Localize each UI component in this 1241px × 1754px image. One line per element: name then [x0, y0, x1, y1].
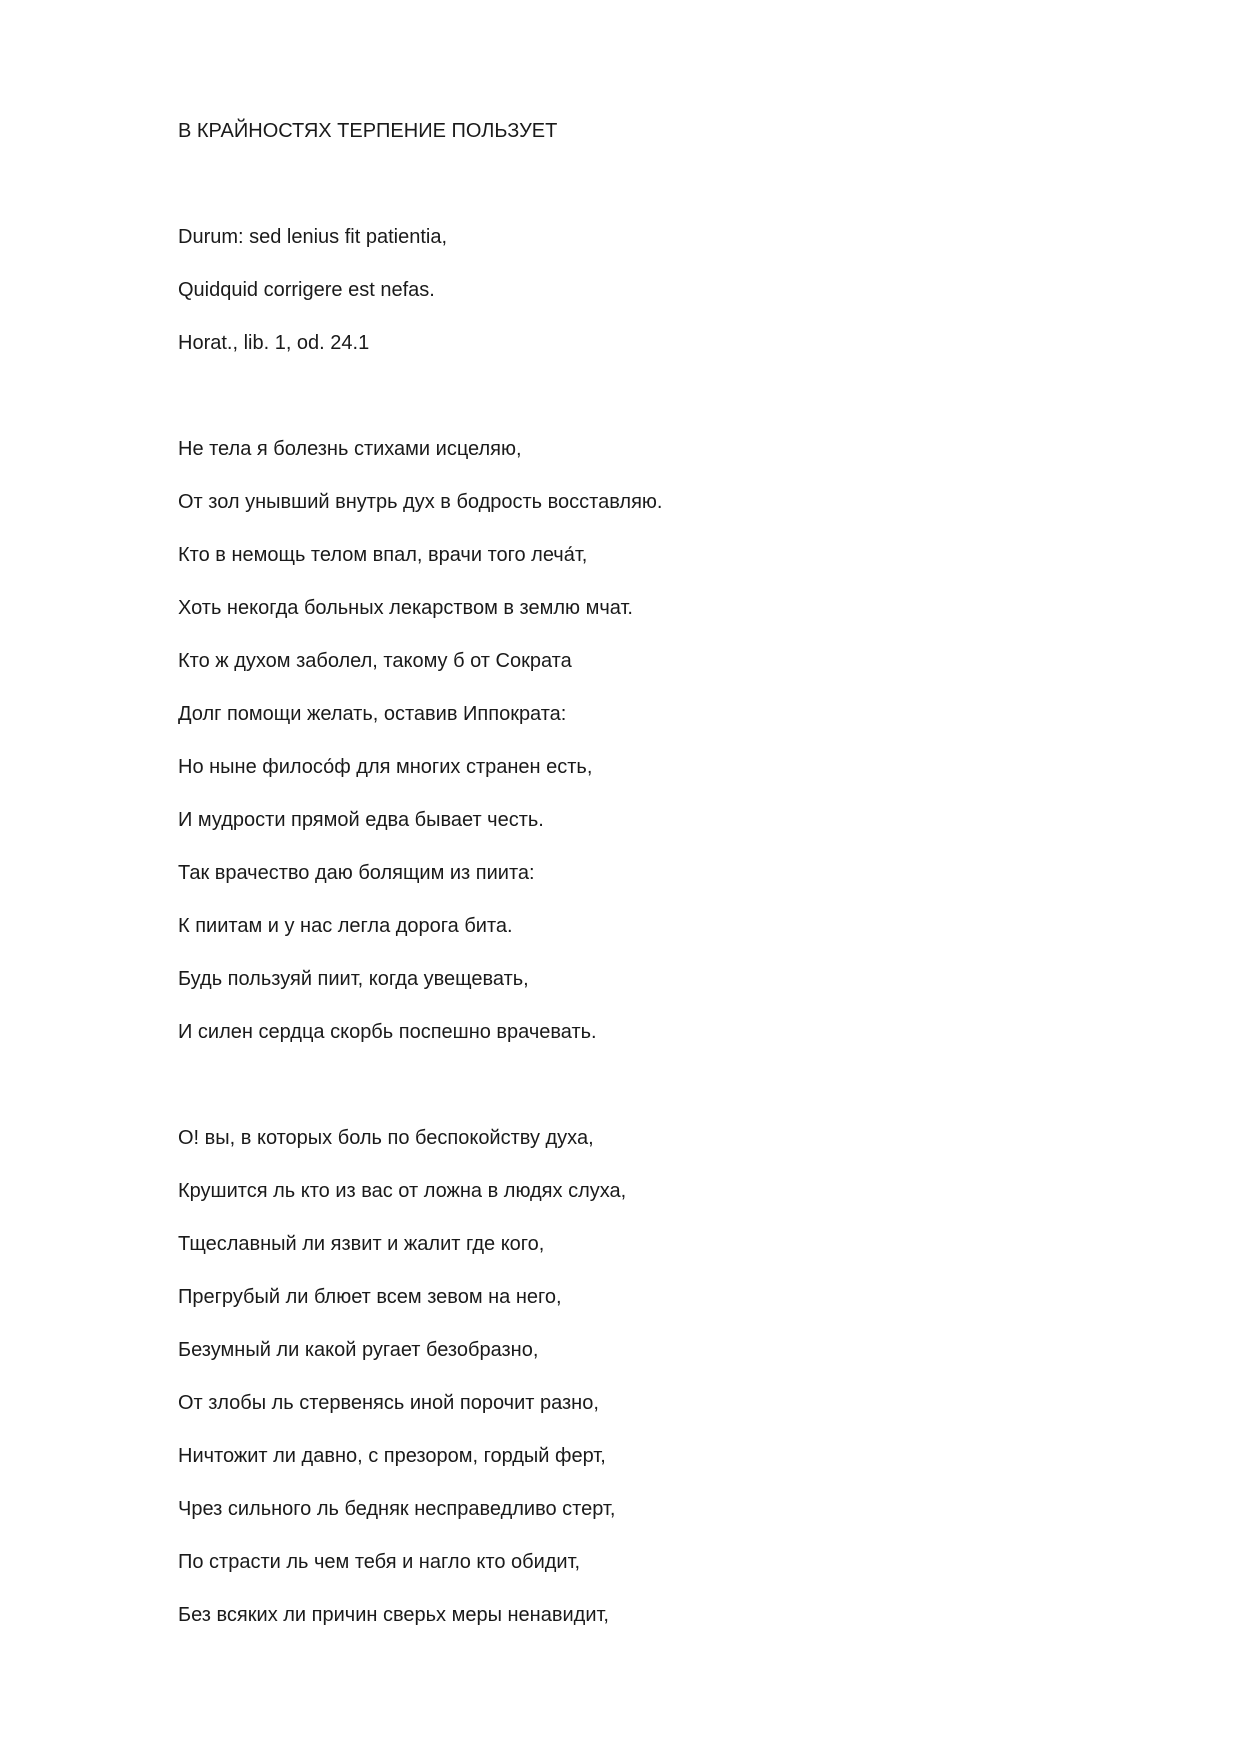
- stanza-2: [178, 1125, 1178, 1628]
- epigraph-line: Quidquid corrigere est nefas.: [178, 279, 435, 301]
- verse-line: Не тела я болезнь стихами исцеляю,: [178, 438, 522, 460]
- spacer: [178, 171, 1178, 224]
- verse-line: Так врачество даю болящим из пиита:: [178, 862, 535, 884]
- verse-line: Ничтожит ли давно, с презором, гордый ферт,: [178, 1445, 606, 1467]
- epigraph-source: Horat., lib. 1, od. 24.1: [178, 332, 370, 354]
- epigraph-line: Durum: sed lenius fit patientia,: [178, 226, 448, 248]
- verse-line: К пиитам и у нас легла дорога бита.: [178, 915, 513, 937]
- poem-title: В КРАЙНОСТЯХ ТЕРПЕНИЕ ПОЛЬЗУЕТ: [178, 120, 558, 142]
- verse-line: От зол унывший внутрь дух в бодрость восставляю.: [178, 491, 663, 513]
- spacer: [178, 1072, 1178, 1125]
- verse-line: Без всяких ли причин сверьх меры ненавидит,: [178, 1604, 609, 1626]
- verse-line: Хоть некогда больных лекарством в землю мчат.: [178, 597, 633, 619]
- verse-line: Прегрубый ли блюет всем зевом на него,: [178, 1286, 562, 1308]
- verse-line: Но ныне филосо́ф для многих странен есть,: [178, 756, 593, 778]
- verse-line: Кто ж духом заболел, такому б от Сократа: [178, 650, 572, 672]
- verse-line: Безумный ли какой ругает безобразно,: [178, 1339, 539, 1361]
- spacer: [178, 383, 1178, 436]
- verse-line: От злобы ль стервенясь иной порочит разно,: [178, 1392, 599, 1414]
- verse-line: И мудрости прямой едва бывает честь.: [178, 809, 544, 831]
- verse-line: Чрез сильного ль бедняк несправедливо стерт,: [178, 1498, 616, 1520]
- verse-line: По страсти ль чем тебя и нагло кто обидит,: [178, 1551, 581, 1573]
- poem-body: [178, 118, 1178, 1655]
- verse-line: И силен сердца скорбь поспешно врачевать.: [178, 1021, 597, 1043]
- verse-line: О! вы, в которых боль по беспокойству духа,: [178, 1127, 594, 1149]
- stanza-1: [178, 436, 1178, 1045]
- verse-line: Кто в немощь телом впал, врачи того леча́т,: [178, 544, 588, 566]
- verse-line: Будь пользуяй пиит, когда увещевать,: [178, 968, 529, 990]
- verse-line: Долг помощи желать, оставив Иппократа:: [178, 703, 567, 725]
- verse-line: Тщеславный ли язвит и жалит где кого,: [178, 1233, 545, 1255]
- verse-line: Крушится ль кто из вас от ложна в людях слуха,: [178, 1180, 627, 1202]
- epigraph: [178, 224, 1178, 356]
